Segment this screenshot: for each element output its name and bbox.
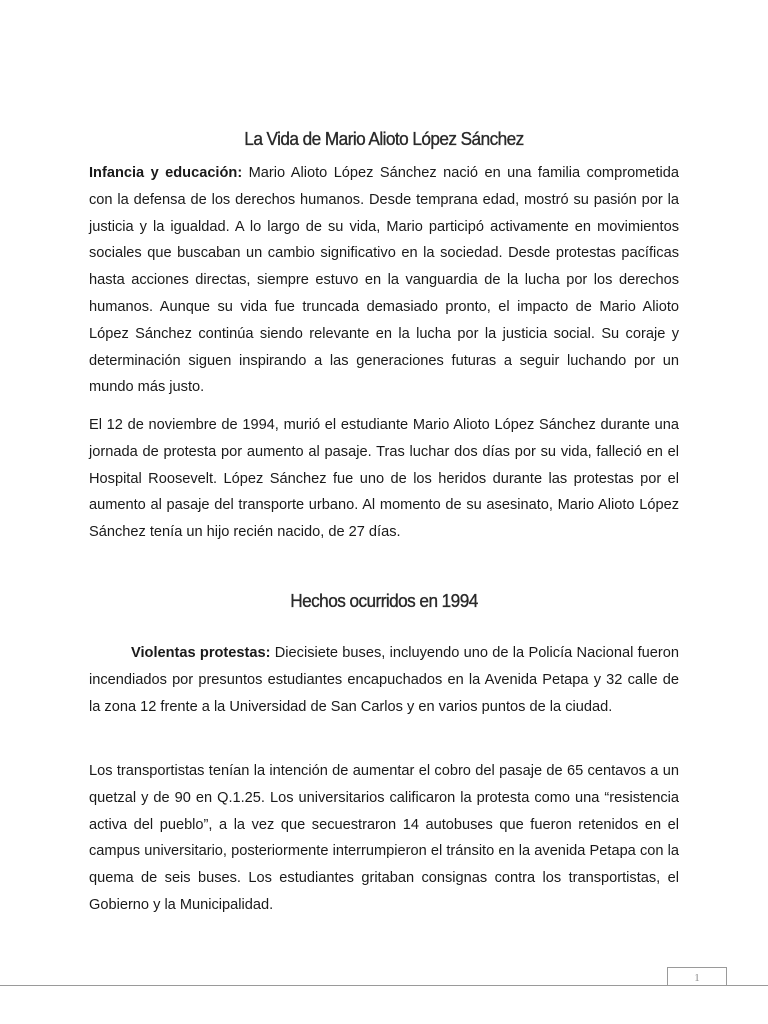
document-title: La Vida de Mario Alioto López Sánchez	[244, 128, 524, 149]
paragraph-transportistas	[89, 758, 679, 919]
paragraph-infancia	[89, 160, 679, 401]
paragraph-label-infancia: Infancia y educación:	[89, 165, 243, 181]
paragraph-protestas	[89, 640, 679, 720]
paragraph-text-infancia: Mario Alioto López Sánchez nació en una familia comprometida con la defensa de los derechos humanos. Desde temprana edad, mostró su pasión por la justicia y la igualdad. A lo largo de su vida, Mario participó activamente en movimientos sociales que buscaban un cambio significativo en la sociedad. Desde protestas pacíficas hasta acciones directas, siempre estuvo en la vanguardia de la lucha por los derechos humanos. Aunque su vida fue truncada demasiado pronto, el impacto de Mario Alioto López Sánchez continúa siendo relevante en la lucha por la justicia social. Su coraje y determinación siguen inspirando a las generaciones futuras a seguir luchando por un mundo más justo.	[89, 165, 679, 396]
paragraph-label-protestas: Violentas protestas:	[131, 645, 271, 661]
paragraph-text-muerte: El 12 de noviembre de 1994, murió el estudiante Mario Alioto López Sánchez durante una jornada de protesta por aumento al pasaje. Tras luchar dos días por su vida, falleció en el Hospital Roosevelt. López Sánchez fue uno de los heridos durante las protestas por el aumento al pasaje del transporte urbano. Al momento de su asesinato, Mario Alioto López Sánchez tenía un hijo recién nacido, de 27 días.	[89, 417, 679, 541]
footer-rule	[0, 985, 768, 986]
paragraph-muerte	[89, 412, 679, 546]
page-number: 1	[667, 967, 727, 985]
paragraph-text-transportistas: Los transportistas tenían la intención de aumentar el cobro del pasaje de 65 centavos a un quetzal y de 90 en Q.1.25. Los universitarios calificaron la protesta como una “resistencia activa del pueblo”, a la vez que secuestraron 14 autobuses que fueron retenidos en el campus universitario, posteriormente interrumpieron el tránsito en la avenida Petapa con la quema de seis buses. Los estudiantes gritaban consignas contra los transportistas, el Gobierno y la Municipalidad.	[89, 763, 679, 913]
section-heading-hechos: Hechos ocurridos en 1994	[290, 590, 478, 611]
paragraph-text-protestas: Diecisiete buses, incluyendo uno de la Policía Nacional fueron incendiados por presuntos estudiantes encapuchados en la Avenida Petapa y 32 calle de la zona 12 frente a la Universidad de San Carlos y en varios puntos de la ciudad.	[89, 645, 680, 715]
